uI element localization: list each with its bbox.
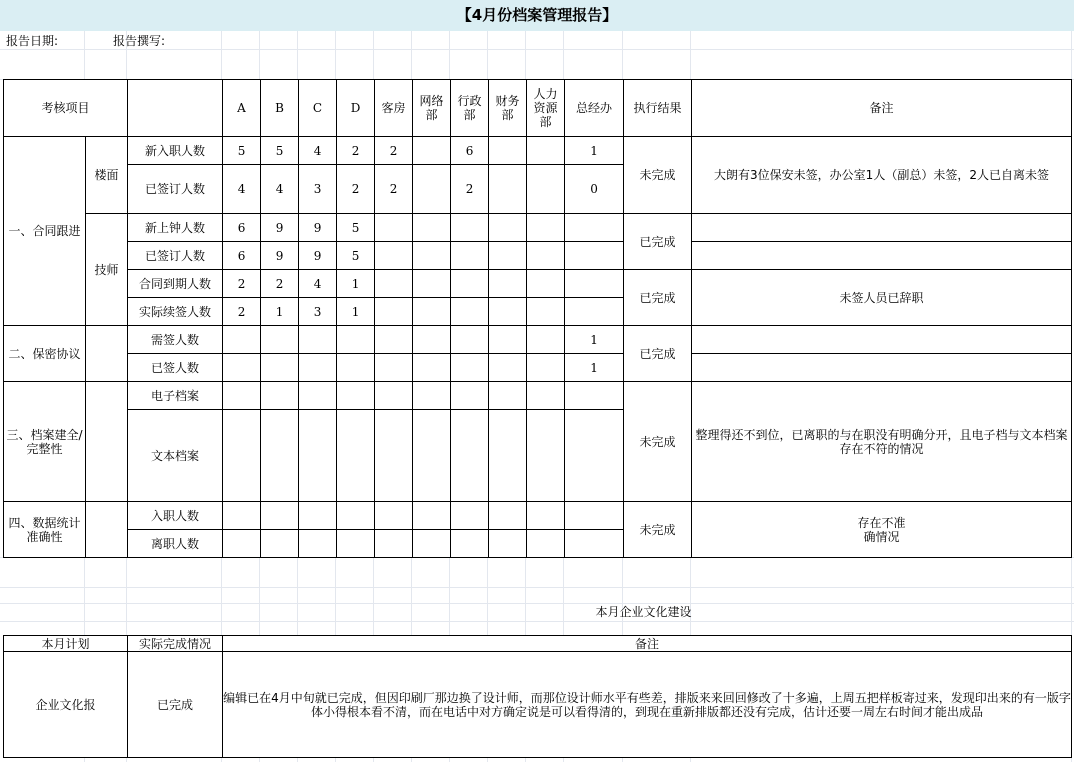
cell[interactable] xyxy=(489,502,527,530)
header-col-admin[interactable]: 行政 部 xyxy=(451,80,489,137)
culture-section-title[interactable]: 本月企业文化建设 xyxy=(595,605,692,619)
cell[interactable] xyxy=(375,354,413,382)
cell[interactable] xyxy=(413,530,451,558)
table-header-row xyxy=(4,80,1072,137)
cell[interactable]: 2 xyxy=(375,165,413,214)
row-label[interactable]: 离职人数 xyxy=(128,530,223,558)
section-statistics[interactable]: 四、数据统计准确性 xyxy=(4,502,86,558)
cell[interactable] xyxy=(565,298,624,326)
cell[interactable] xyxy=(527,382,565,410)
cell[interactable] xyxy=(527,354,565,382)
table-row xyxy=(4,652,1072,758)
cell[interactable] xyxy=(489,214,527,242)
report-title: 【4月份档案管理报告】 xyxy=(456,6,618,24)
cell[interactable]: 1 xyxy=(337,298,375,326)
cell[interactable] xyxy=(261,382,299,410)
cell[interactable] xyxy=(451,354,489,382)
section-confidentiality[interactable]: 二、保密协议 xyxy=(4,326,86,382)
header-col-d[interactable]: D xyxy=(337,80,375,137)
culture-header-row xyxy=(4,636,1072,652)
cell[interactable] xyxy=(565,214,624,242)
cell[interactable] xyxy=(261,410,299,502)
grid-line xyxy=(0,587,1074,588)
remark-cell[interactable]: 大朗有3位保安未签，办公室1人（副总）未签，2人已自离未签 xyxy=(692,137,1072,214)
row-label[interactable]: 文本档案 xyxy=(128,410,223,502)
header-col-b[interactable]: B xyxy=(261,80,299,137)
header-result[interactable]: 执行结果 xyxy=(624,80,692,137)
result-cell[interactable]: 未完成 xyxy=(624,382,692,502)
cell[interactable] xyxy=(375,530,413,558)
cell[interactable] xyxy=(527,530,565,558)
cell[interactable]: 4 xyxy=(261,165,299,214)
cell[interactable] xyxy=(223,354,261,382)
group-floor[interactable]: 楼面 xyxy=(86,137,128,214)
cell[interactable] xyxy=(451,382,489,410)
cell[interactable] xyxy=(527,242,565,270)
cell[interactable] xyxy=(337,326,375,354)
cell[interactable] xyxy=(489,165,527,214)
table-row xyxy=(4,270,1072,298)
cell[interactable] xyxy=(413,242,451,270)
cell[interactable]: 5 xyxy=(337,214,375,242)
table-row xyxy=(4,326,1072,354)
row-label[interactable]: 已签订人数 xyxy=(128,165,223,214)
cell[interactable]: 2 xyxy=(223,298,261,326)
cell[interactable] xyxy=(451,214,489,242)
cell[interactable] xyxy=(565,242,624,270)
header-blank[interactable] xyxy=(128,80,223,137)
remark-cell[interactable] xyxy=(692,354,1072,382)
grid-line xyxy=(0,621,1074,622)
cell[interactable] xyxy=(261,502,299,530)
cell[interactable]: 9 xyxy=(261,242,299,270)
cell[interactable]: 1 xyxy=(337,270,375,298)
cell[interactable] xyxy=(489,354,527,382)
cell[interactable] xyxy=(413,326,451,354)
header-col-network[interactable]: 网络 部 xyxy=(413,80,451,137)
cell[interactable] xyxy=(299,382,337,410)
cell[interactable] xyxy=(527,410,565,502)
cell[interactable] xyxy=(337,382,375,410)
cell[interactable] xyxy=(299,354,337,382)
status-cell[interactable]: 已完成 xyxy=(128,652,223,758)
header-col-gm-office[interactable]: 总经办 xyxy=(565,80,624,137)
row-label[interactable]: 新入职人数 xyxy=(128,137,223,165)
cell[interactable] xyxy=(489,242,527,270)
cell[interactable] xyxy=(527,214,565,242)
cell[interactable]: 2 xyxy=(337,165,375,214)
cell[interactable] xyxy=(565,382,624,410)
cell[interactable] xyxy=(375,214,413,242)
result-cell[interactable]: 未完成 xyxy=(624,137,692,214)
cell[interactable] xyxy=(527,137,565,165)
cell[interactable] xyxy=(489,410,527,502)
cell[interactable]: 1 xyxy=(565,354,624,382)
empty-cell[interactable] xyxy=(86,326,128,382)
cell[interactable] xyxy=(299,502,337,530)
cell[interactable]: 1 xyxy=(565,137,624,165)
header-plan[interactable]: 本月计划 xyxy=(4,636,128,652)
cell[interactable] xyxy=(451,502,489,530)
cell[interactable]: 4 xyxy=(299,270,337,298)
row-label[interactable]: 已签订人数 xyxy=(128,242,223,270)
remark-cell[interactable] xyxy=(692,326,1072,354)
cell[interactable]: 9 xyxy=(299,242,337,270)
cell[interactable] xyxy=(413,382,451,410)
cell[interactable]: 0 xyxy=(565,165,624,214)
cell[interactable] xyxy=(451,298,489,326)
cell[interactable] xyxy=(299,530,337,558)
cell[interactable] xyxy=(223,326,261,354)
cell[interactable] xyxy=(413,165,451,214)
cell[interactable] xyxy=(413,410,451,502)
cell[interactable]: 5 xyxy=(223,137,261,165)
remark-cell[interactable] xyxy=(692,214,1072,242)
cell[interactable] xyxy=(337,502,375,530)
cell[interactable] xyxy=(565,502,624,530)
row-label[interactable]: 需签人数 xyxy=(128,326,223,354)
cell[interactable]: 9 xyxy=(299,214,337,242)
cell[interactable] xyxy=(375,270,413,298)
cell[interactable]: 5 xyxy=(261,137,299,165)
row-label[interactable]: 合同到期人数 xyxy=(128,270,223,298)
group-tech[interactable]: 技师 xyxy=(86,214,128,326)
cell[interactable]: 1 xyxy=(565,326,624,354)
cell[interactable]: 3 xyxy=(299,298,337,326)
cell[interactable]: 4 xyxy=(223,165,261,214)
cell[interactable] xyxy=(375,410,413,502)
cell[interactable] xyxy=(375,298,413,326)
cell[interactable] xyxy=(413,270,451,298)
header-col-rooms[interactable]: 客房 xyxy=(375,80,413,137)
cell[interactable] xyxy=(299,410,337,502)
result-cell[interactable]: 已完成 xyxy=(624,214,692,270)
cell[interactable] xyxy=(413,502,451,530)
cell[interactable] xyxy=(451,410,489,502)
cell[interactable]: 2 xyxy=(261,270,299,298)
cell[interactable] xyxy=(565,530,624,558)
header-col-finance[interactable]: 财务 部 xyxy=(489,80,527,137)
cell[interactable]: 2 xyxy=(337,137,375,165)
cell[interactable] xyxy=(489,326,527,354)
report-author-label[interactable]: 报告撰写: xyxy=(113,34,166,48)
cell[interactable] xyxy=(413,214,451,242)
cell[interactable] xyxy=(489,137,527,165)
cell[interactable] xyxy=(489,298,527,326)
row-label[interactable]: 入职人数 xyxy=(128,502,223,530)
cell[interactable] xyxy=(451,326,489,354)
empty-cell[interactable] xyxy=(86,382,128,502)
report-date-label[interactable]: 报告日期: xyxy=(6,34,59,48)
assessment-table xyxy=(3,79,1072,558)
cell[interactable] xyxy=(337,354,375,382)
row-label[interactable]: 实际续签人数 xyxy=(128,298,223,326)
cell[interactable] xyxy=(223,382,261,410)
cell[interactable]: 6 xyxy=(223,242,261,270)
cell[interactable] xyxy=(223,530,261,558)
cell[interactable] xyxy=(261,354,299,382)
cell[interactable] xyxy=(527,502,565,530)
cell[interactable] xyxy=(451,270,489,298)
cell[interactable] xyxy=(413,137,451,165)
cell[interactable] xyxy=(565,270,624,298)
cell[interactable] xyxy=(375,326,413,354)
cell[interactable]: 2 xyxy=(223,270,261,298)
result-cell[interactable]: 未完成 xyxy=(624,502,692,558)
header-status[interactable]: 实际完成情况 xyxy=(128,636,223,652)
remark-cell[interactable] xyxy=(692,242,1072,270)
result-cell[interactable]: 已完成 xyxy=(624,326,692,382)
remark-cell[interactable]: 整理得还不到位，已离职的与在职没有明确分开，且电子档与文本档案存在不符的情况 xyxy=(692,382,1072,502)
row-label[interactable]: 已签人数 xyxy=(128,354,223,382)
cell[interactable] xyxy=(489,382,527,410)
cell[interactable]: 6 xyxy=(223,214,261,242)
cell[interactable] xyxy=(451,530,489,558)
row-label[interactable]: 电子档案 xyxy=(128,382,223,410)
cell[interactable] xyxy=(489,270,527,298)
cell[interactable]: 2 xyxy=(375,137,413,165)
header-remark[interactable]: 备注 xyxy=(223,636,1072,652)
cell[interactable] xyxy=(337,530,375,558)
cell[interactable] xyxy=(375,502,413,530)
cell[interactable] xyxy=(451,242,489,270)
section-contract[interactable]: 一、合同跟进 xyxy=(4,137,86,326)
plan-cell[interactable]: 企业文化报 xyxy=(4,652,128,758)
cell[interactable]: 5 xyxy=(337,242,375,270)
table-row xyxy=(4,137,1072,165)
header-col-hr[interactable]: 人力 资源 部 xyxy=(527,80,565,137)
cell[interactable]: 9 xyxy=(261,214,299,242)
cell[interactable]: 4 xyxy=(299,137,337,165)
remark-cell[interactable]: 未签人员已辞职 xyxy=(692,270,1072,326)
cell[interactable] xyxy=(489,530,527,558)
empty-cell[interactable] xyxy=(86,502,128,558)
section-archives[interactable]: 三、档案建全/完整性 xyxy=(4,382,86,502)
culture-table xyxy=(3,635,1072,758)
header-col-c[interactable]: C xyxy=(299,80,337,137)
cell[interactable] xyxy=(337,410,375,502)
cell[interactable]: 3 xyxy=(299,165,337,214)
header-remark[interactable]: 备注 xyxy=(692,80,1072,137)
cell[interactable] xyxy=(527,270,565,298)
cell[interactable] xyxy=(375,382,413,410)
cell[interactable] xyxy=(527,326,565,354)
result-cell[interactable]: 已完成 xyxy=(624,270,692,326)
table-row xyxy=(4,354,1072,382)
cell[interactable] xyxy=(565,410,624,502)
cell[interactable] xyxy=(299,326,337,354)
cell[interactable]: 6 xyxy=(451,137,489,165)
cell[interactable] xyxy=(375,242,413,270)
table-row xyxy=(4,214,1072,242)
remark-cell[interactable]: 存在不准确情况 xyxy=(692,502,1072,558)
header-col-a[interactable]: A xyxy=(223,80,261,137)
cell[interactable] xyxy=(223,502,261,530)
cell[interactable] xyxy=(223,410,261,502)
cell[interactable]: 2 xyxy=(451,165,489,214)
table-row xyxy=(4,242,1072,270)
cell[interactable] xyxy=(413,298,451,326)
cell[interactable] xyxy=(261,530,299,558)
cell[interactable] xyxy=(527,165,565,214)
cell[interactable]: 1 xyxy=(261,298,299,326)
cell[interactable] xyxy=(527,298,565,326)
table-row xyxy=(4,502,1072,530)
header-item[interactable]: 考核项目 xyxy=(4,80,128,137)
cell[interactable] xyxy=(261,326,299,354)
cell[interactable] xyxy=(413,354,451,382)
remark-cell[interactable]: 编辑已在4月中旬就已完成，但因印刷厂那边换了设计师，而那位设计师水平有些差，排版来来回回修改了十多遍，上周五把样板寄过来，发现印出来的有一版字体小得根本看不清，而在电话中对方确定说是可以看得清的，到现在重新排版都还没有完成，估计还要一周左右时间才能出成品 xyxy=(223,652,1072,758)
table-row xyxy=(4,382,1072,410)
row-label[interactable]: 新上钟人数 xyxy=(128,214,223,242)
